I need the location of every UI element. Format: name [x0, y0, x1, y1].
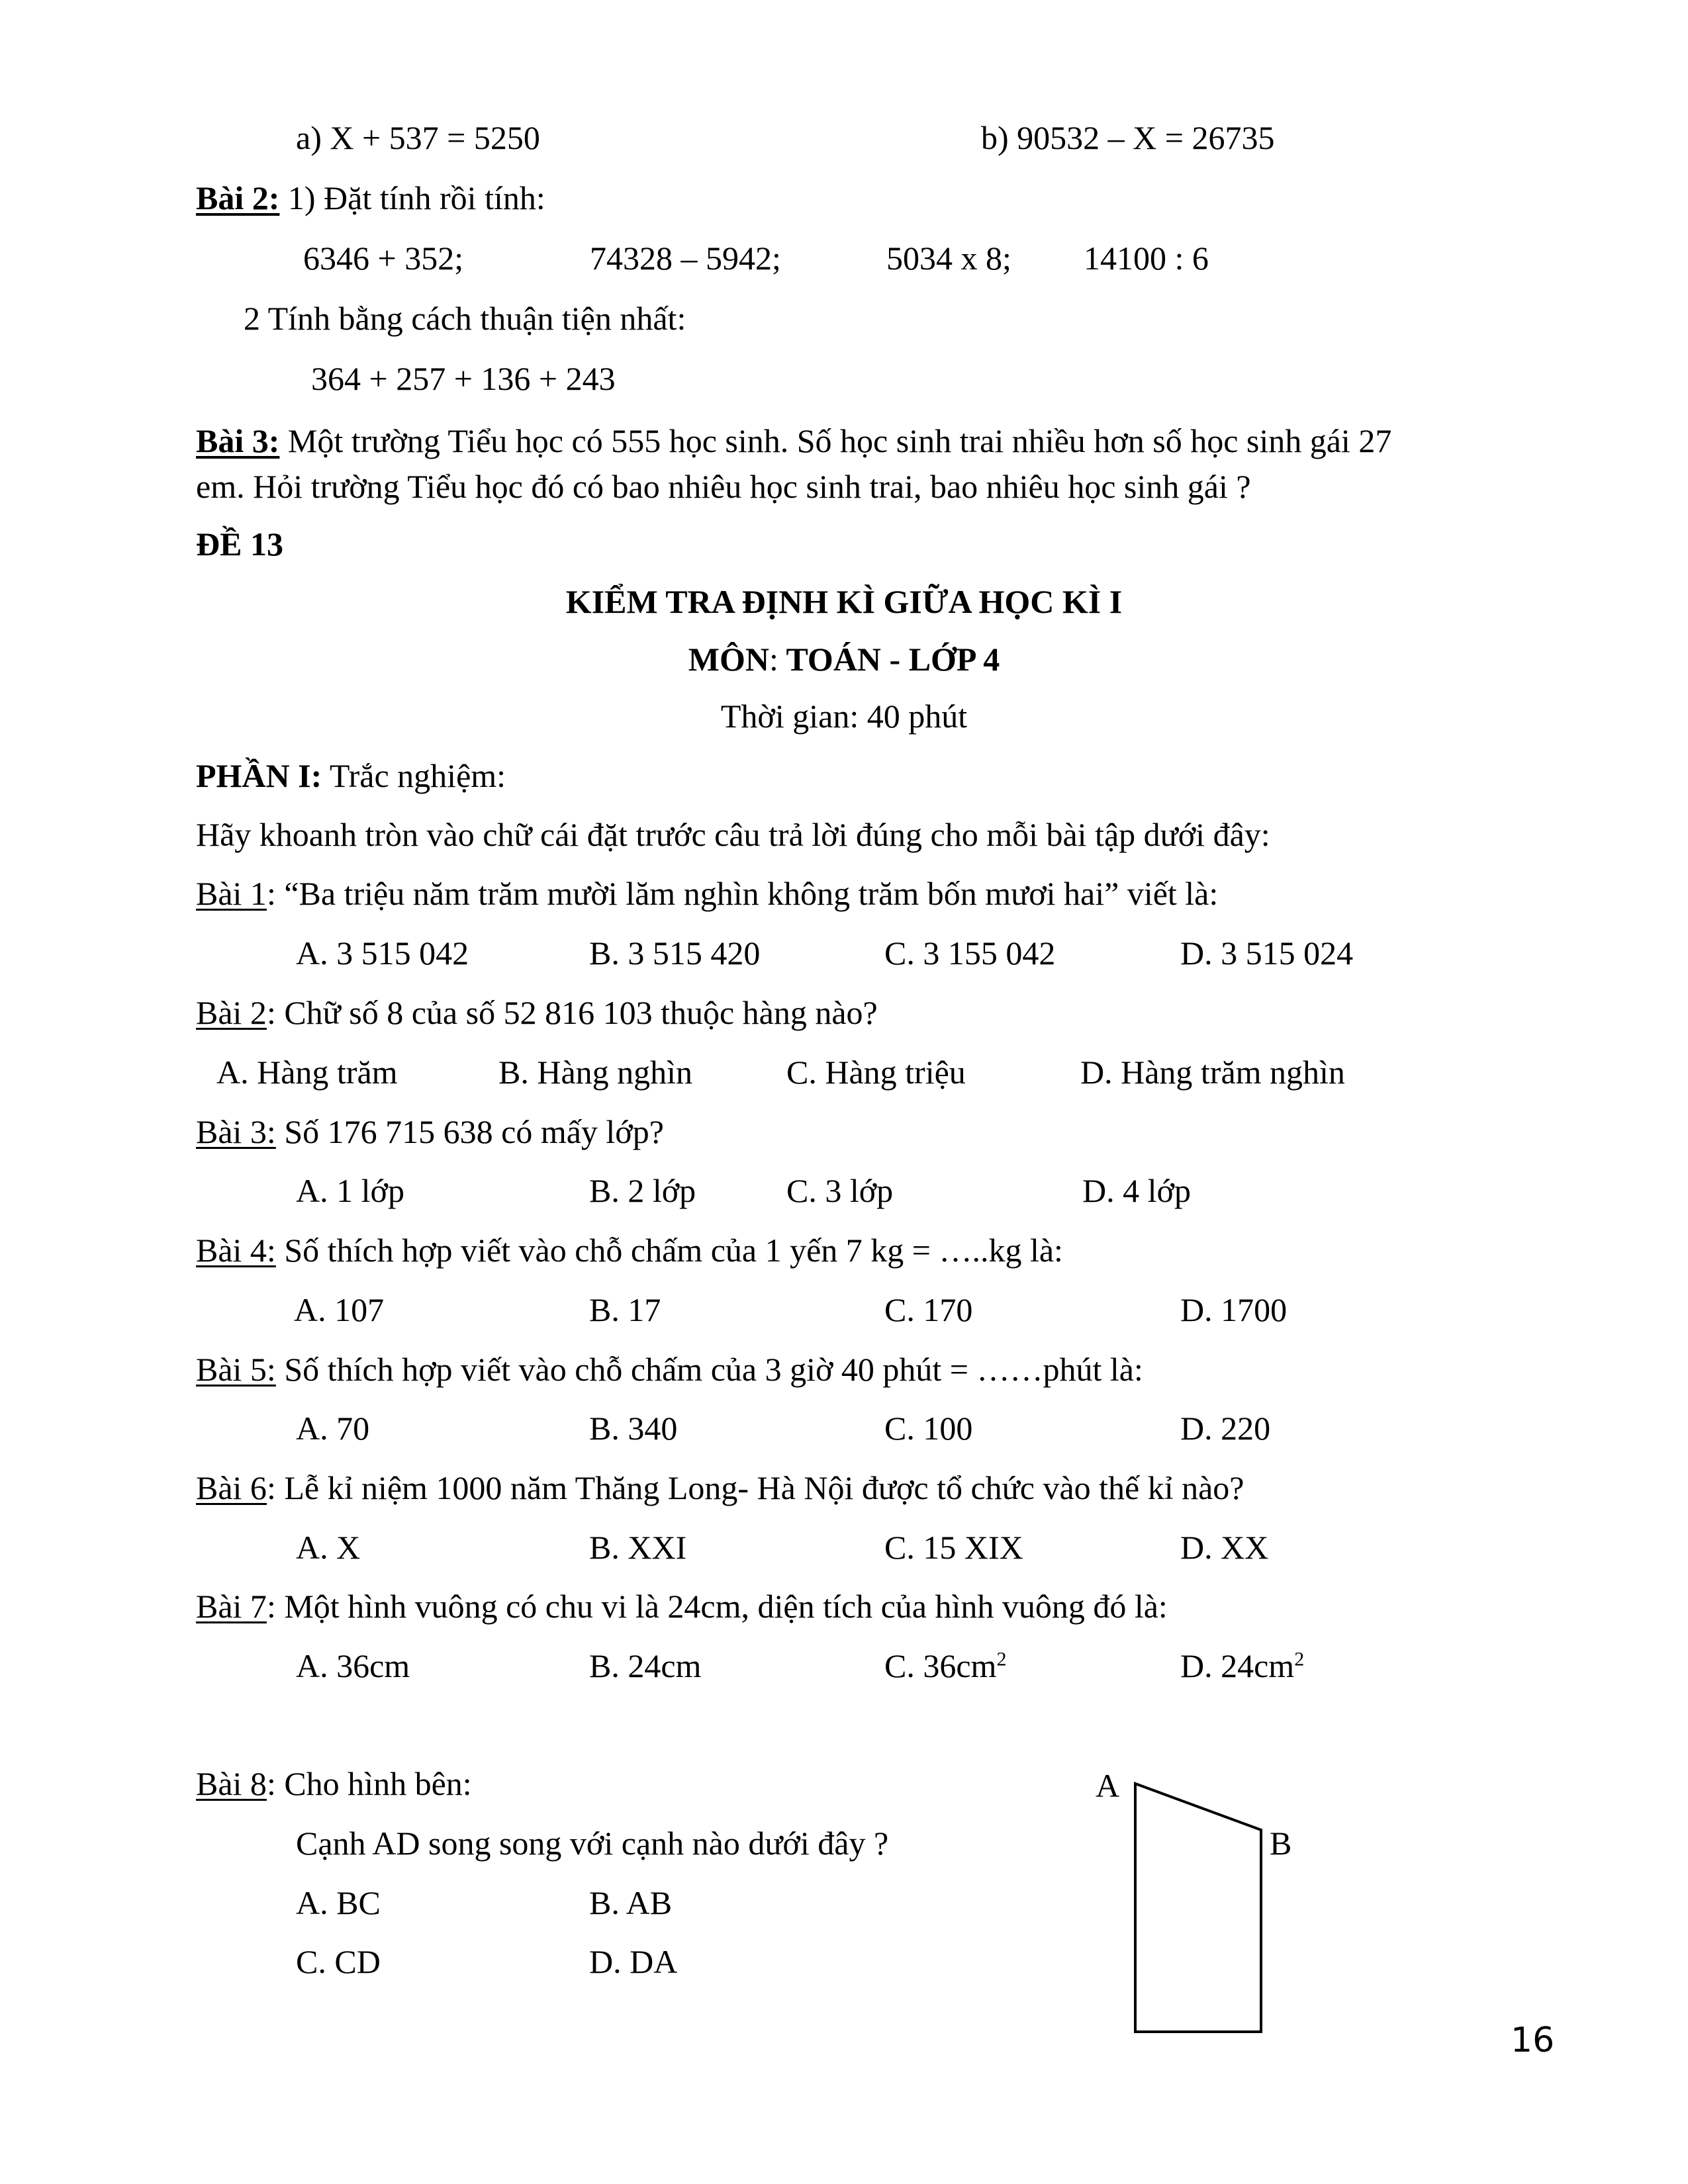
- equation-b: b) 90532 – X = 26735: [981, 119, 1275, 156]
- q6-option-c: C. 15 XIX: [884, 1529, 1023, 1566]
- question-7: Bài 7: Một hình vuông có chu vi là 24cm, diện tích của hình vuông đó là:: [196, 1588, 1168, 1625]
- q2-option-b: B. Hàng nghìn: [498, 1054, 693, 1091]
- q1-option-a: A. 3 515 042: [296, 934, 469, 972]
- figure-label-b: B: [1270, 1825, 1292, 1862]
- bai2-old-part2: 2 Tính bằng cách thuận tiện nhất:: [244, 300, 686, 337]
- bai2-old-label: Bài 2:: [196, 179, 280, 216]
- bai2-old-expression: 364 + 257 + 136 + 243: [311, 360, 616, 397]
- equation-a: a) X + 537 = 5250: [296, 119, 540, 156]
- bai3-old-line1: Bài 3: Một trường Tiểu học có 555 học sinh. Số học sinh trai nhiều hơn số học sinh gái 27: [196, 422, 1392, 459]
- question-4: Bài 4: Số thích hợp viết vào chỗ chấm của 1 yến 7 kg = …..kg là:: [196, 1232, 1063, 1269]
- q3-option-a: A. 1 lớp: [296, 1172, 404, 1209]
- question-2: Bài 2: Chữ số 8 của số 52 816 103 thuộc hàng nào?: [196, 994, 878, 1031]
- q5-option-b: B. 340: [589, 1410, 678, 1447]
- exam-subject: MÔN: TOÁN - LỚP 4: [688, 641, 1000, 678]
- q7-option-c: C. $36cm^2$: [884, 1647, 1007, 1684]
- q2-option-d: D. Hàng trăm nghìn: [1080, 1054, 1345, 1091]
- bai3-old-line2: em. Hỏi trường Tiểu học đó có bao nhiêu học sinh trai, bao nhiêu học sinh gái ?: [196, 468, 1251, 505]
- q1-option-d: D. 3 515 024: [1180, 934, 1354, 972]
- bai3-old-label: Bài 3:: [196, 422, 280, 459]
- q8-question: Cạnh AD song song với cạnh nào dưới đây ?: [296, 1825, 889, 1862]
- calc-4: 14100 : 6: [1084, 240, 1209, 277]
- q7-option-c-superscript: 2: [996, 1648, 1007, 1670]
- q5-option-c: C. 100: [884, 1410, 973, 1447]
- figure-label-a: A: [1096, 1767, 1120, 1804]
- q2-option-c: C. Hàng triệu: [786, 1054, 966, 1091]
- exam-title: KIỂM TRA ĐỊNH KÌ GIỮA HỌC KÌ I: [565, 583, 1123, 620]
- calc-3: 5034 x 8;: [886, 240, 1011, 277]
- q3-option-d: D. 4 lớp: [1082, 1172, 1191, 1209]
- exam-time: Thời gian: 40 phút: [720, 698, 968, 735]
- q5-option-d: D. 220: [1180, 1410, 1271, 1447]
- q4-option-a: A. 107: [294, 1291, 385, 1328]
- exam-number: ĐỀ 13: [196, 525, 283, 563]
- q2-option-a: A. Hàng trăm: [216, 1054, 398, 1091]
- calc-1: 6346 + 352;: [303, 240, 464, 277]
- q6-option-b: B. XXI: [589, 1529, 687, 1566]
- question-1: Bài 1: “Ba triệu năm trăm mười lăm nghìn không trăm bốn mươi hai” viết là:: [196, 875, 1219, 912]
- q7-option-d-superscript: 2: [1294, 1648, 1305, 1670]
- q3-option-b: B. 2 lớp: [589, 1172, 696, 1209]
- q7-option-a: A. 36cm: [296, 1647, 410, 1684]
- q4-option-b: B. 17: [589, 1291, 661, 1328]
- q7-option-b: B. 24cm: [589, 1647, 702, 1684]
- page-number: 16: [1511, 2021, 1555, 2060]
- q7-option-d: D. $24cm^2$: [1180, 1647, 1305, 1684]
- q1-option-b: B. 3 515 420: [589, 934, 761, 972]
- part1-instruction: Hãy khoanh tròn vào chữ cái đặt trước câu trả lời đúng cho mỗi bài tập dưới đây:: [196, 816, 1270, 853]
- q6-option-a: A. X: [296, 1529, 361, 1566]
- q8-option-b: B. AB: [589, 1884, 673, 1921]
- question-8: Bài 8: Cho hình bên:: [196, 1765, 472, 1802]
- q4-option-d: D. 1700: [1180, 1291, 1288, 1328]
- q4-option-c: C. 170: [884, 1291, 973, 1328]
- q8-option-d: D. DA: [589, 1943, 678, 1980]
- q6-option-d: D. XX: [1180, 1529, 1269, 1566]
- calc-2: 74328 – 5942;: [590, 240, 781, 277]
- question-6: Bài 6: Lễ kỉ niệm 1000 năm Thăng Long- Hà Nội được tổ chức vào thế kỉ nào?: [196, 1469, 1244, 1506]
- question-3: Bài 3: Số 176 715 638 có mấy lớp?: [196, 1113, 664, 1150]
- bai2-old-part1: 1) Đặt tính rồi tính:: [287, 179, 545, 216]
- figure-shape: [1135, 1784, 1261, 2032]
- q8-option-c: C. CD: [296, 1943, 381, 1980]
- q5-option-a: A. 70: [296, 1410, 370, 1447]
- q8-option-a: A. BC: [296, 1884, 381, 1921]
- question-5: Bài 5: Số thích hợp viết vào chỗ chấm của 3 giờ 40 phút = ……phút là:: [196, 1351, 1143, 1388]
- q1-option-c: C. 3 155 042: [884, 934, 1056, 972]
- q3-option-c: C. 3 lớp: [786, 1172, 894, 1209]
- part1-heading: PHẦN I: Trắc nghiệm:: [196, 757, 506, 794]
